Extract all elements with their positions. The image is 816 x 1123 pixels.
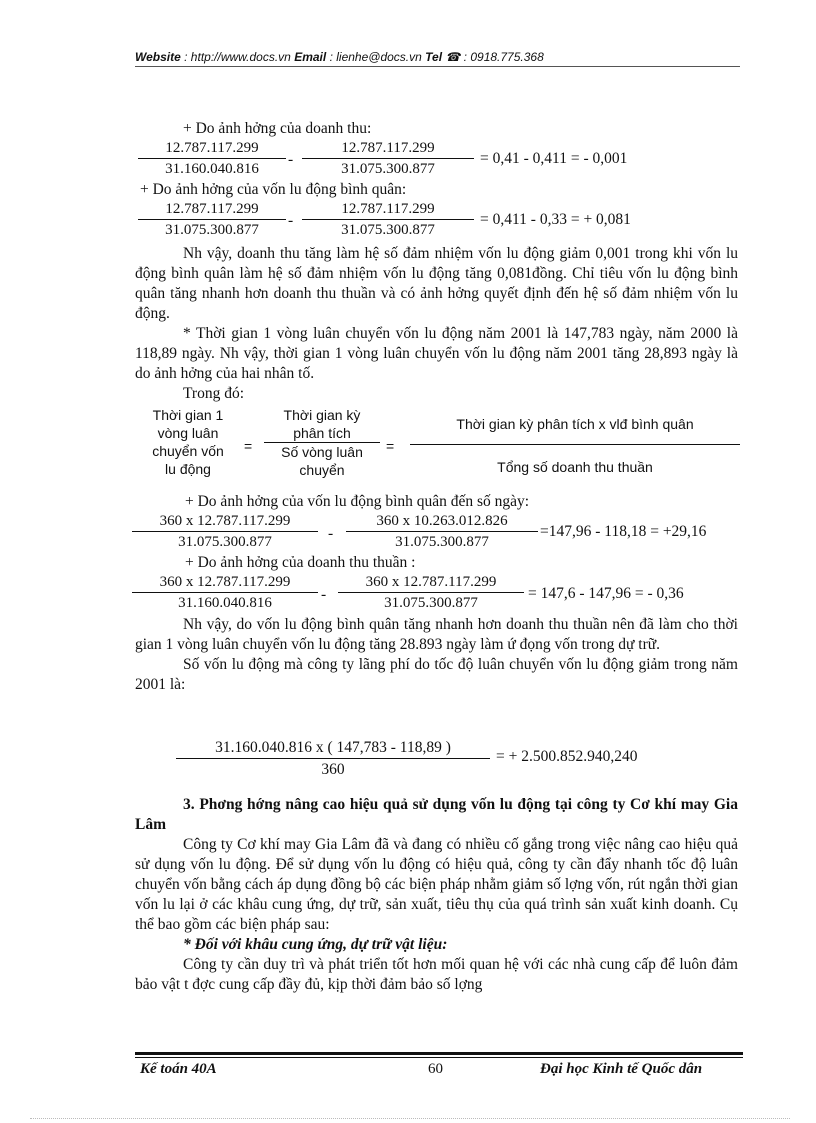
minus-sign: - — [328, 525, 334, 542]
fraction-numerator: 360 x 12.787.117.299 — [365, 574, 497, 590]
page-edge-dotted — [30, 1118, 790, 1119]
paragraph: Công ty Cơ khí may Gia Lâm đã và đang có nhiều cố gắng trong việc nâng cao hiệu quả sử dụng vốn lu động. Để sử dụng vốn lu động có hiệu quả, công ty cần đẩy nhanh tốc độ luân chuyển vốn bằng cách áp dụng đồng bộ các biện pháp nhằm giảm số lợng vốn, rút ngắn thời gian vốn lu lại ở các khâu cung ứng, dự trữ, sản xuất, tiêu thụ của quá trình sản xuất kinh doanh. Cụ thể bao gồm các biện pháp sau: — [135, 836, 738, 933]
s2-line2: + Do ảnh hởng của doanh thu thuần : — [185, 554, 416, 571]
formula-mid-num: phân tích — [293, 425, 351, 441]
fraction-bar — [346, 531, 538, 532]
email-address[interactable]: : lienhe@docs.vn — [329, 50, 422, 64]
equals-sign: = — [386, 438, 395, 454]
formula-mid-num: Thời gian kỳ — [283, 407, 361, 423]
fraction-numerator: 31.160.040.816 x ( 147,783 - 118,89 ) — [215, 739, 451, 756]
fraction-denominator: 31.075.300.877 — [341, 161, 435, 177]
section-heading: 3. Phơng hớng nâng cao hiệu quả sử dụng vốn lu động tại công ty Cơ khí may Gia Lâm — [135, 796, 738, 833]
tel-label: Tel — [425, 50, 443, 64]
formula-left-line: chuyển vốn — [152, 443, 224, 459]
fraction-numerator: 360 x 12.787.117.299 — [159, 574, 291, 590]
s2-fraction-2 — [346, 512, 538, 551]
page-number: 60 — [428, 1061, 443, 1077]
fraction-bar — [176, 758, 490, 759]
s2-fraction-3 — [132, 573, 318, 612]
fraction-bar — [138, 219, 286, 220]
s2-result-2: = 147,6 - 147,96 = - 0,36 — [528, 585, 684, 602]
s2-line1: + Do ảnh hởng của vốn lu động bình quân đến số ngày: — [185, 493, 530, 510]
equals-sign: = — [244, 438, 253, 454]
fraction-denominator: 31.075.300.877 — [165, 222, 259, 238]
formula-left-line: Thời gian 1 — [152, 407, 224, 423]
fraction-bar — [132, 531, 318, 532]
fraction-bar — [338, 592, 524, 593]
fraction-denominator: 31.075.300.877 — [395, 534, 489, 550]
fraction-bar — [132, 592, 318, 593]
fraction-denominator: 360 — [321, 761, 345, 778]
fraction-numerator: 360 x 10.263.012.826 — [376, 513, 508, 529]
fraction-bar — [410, 444, 740, 445]
s2-fraction-4 — [338, 573, 524, 612]
fraction-denominator: 31.160.040.816 — [165, 161, 259, 177]
formula-middle-fraction — [262, 406, 382, 479]
fraction-bar — [302, 219, 474, 220]
fraction-numerator: 12.787.117.299 — [341, 201, 435, 217]
formula-left-line: vòng luân — [157, 425, 219, 441]
footer-left: Kế toán 40A — [140, 1061, 217, 1077]
formula-left-term — [140, 406, 236, 478]
waste-fraction — [176, 738, 490, 779]
header-divider — [135, 66, 740, 67]
fraction-bar — [302, 158, 474, 159]
footer-rule-thick — [135, 1052, 743, 1055]
body-paragraphs-2 — [135, 615, 738, 695]
footer-right: Đại học Kinh tế Quốc dân — [540, 1061, 703, 1077]
s1-line1: + Do ảnh hởng của doanh thu: — [183, 120, 372, 137]
s2-fraction-1 — [132, 512, 318, 551]
paragraph: * Thời gian 1 vòng luân chuyển vốn lu động năm 2001 là 147,783 ngày, năm 2000 là 118,89 ngày. Nh vậy, thời gian 1 vòng luân chuyển vốn lu động năm 2001 tăng 28,893 ngày là do ảnh hởng của hai nhân tố. — [135, 325, 738, 382]
fraction-numerator: 12.787.117.299 — [165, 201, 259, 217]
s1-result-2: = 0,411 - 0,33 = + 0,081 — [480, 211, 631, 228]
fraction-denominator: 31.075.300.877 — [341, 222, 435, 238]
minus-sign: - — [288, 212, 294, 229]
body-paragraphs-1 — [135, 244, 738, 404]
fraction-numerator: 12.787.117.299 — [165, 140, 259, 156]
s1-line2: + Do ảnh hởng của vốn lu động bình quân: — [140, 181, 407, 198]
fraction-denominator: 31.160.040.816 — [178, 595, 272, 611]
email-label: Email — [294, 50, 327, 64]
paragraph: Trong đó: — [183, 385, 245, 402]
s2-result-1: =147,96 - 118,18 = +29,16 — [540, 523, 707, 540]
waste-result: = + 2.500.852.940,240 — [496, 748, 638, 765]
minus-sign: - — [321, 586, 327, 603]
s1-fraction-4 — [302, 200, 474, 239]
website-label: Website — [135, 50, 181, 64]
section-3 — [135, 795, 738, 995]
paragraph: Công ty cần duy trì và phát triển tốt hơn mối quan hệ với các nhà cung cấp để luôn đảm bảo vật t đợc cung cấp đầy đủ, kịp thời đảm bảo số lợng — [135, 956, 738, 993]
s1-fraction-1 — [138, 139, 286, 178]
fraction-denominator: 31.075.300.877 — [384, 595, 478, 611]
paragraph: Nh vậy, do vốn lu động bình quân tăng nhanh hơn doanh thu thuần nên đã làm cho thời gian 1 vòng luân chuyển vốn lu động tăng 28.893 ngày làm ứ đọng vốn trong dự trữ. — [135, 616, 738, 653]
fraction-numerator: 360 x 12.787.117.299 — [159, 513, 291, 529]
formula-right-den: Tổng số doanh thu thuần — [497, 459, 653, 475]
subheading: * Đối với khâu cung ứng, dự trữ vật liệu: — [183, 936, 448, 953]
formula-right-num: Thời gian kỳ phân tích x vlđ bình quân — [456, 416, 694, 432]
fraction-numerator: 12.787.117.299 — [341, 140, 435, 156]
s1-result-1: = 0,41 - 0,411 = - 0,001 — [480, 150, 628, 167]
paragraph: Số vốn lu động mà công ty lãng phí do tốc độ luân chuyển vốn lu động giảm trong năm 2001 là: — [135, 656, 738, 693]
s1-fraction-3 — [138, 200, 286, 239]
paragraph: Nh vậy, doanh thu tăng làm hệ số đảm nhiệm vốn lu động giảm 0,001 trong khi vốn lu động bình quân làm hệ số đảm nhiệm vốn lu động tăng 0,081đồng. Chỉ tiêu vốn lu động bình quân tăng nhanh hơn doanh thu thuần và có ảnh hởng quyết định đến hệ số đảm nhiệm vốn lu động. — [135, 245, 738, 322]
s1-fraction-2 — [302, 139, 474, 178]
formula-mid-den: chuyển — [299, 462, 345, 478]
page-header — [135, 50, 740, 64]
fraction-denominator: 31.075.300.877 — [178, 534, 272, 550]
formula-left-line: lu động — [165, 461, 211, 477]
formula-mid-den: Số vòng luân — [281, 444, 363, 460]
tel-number: ☎ : 0918.775.368 — [445, 50, 544, 64]
fraction-bar — [138, 158, 286, 159]
minus-sign: - — [288, 151, 294, 168]
footer-rule-thin — [135, 1057, 743, 1058]
website-url[interactable]: : http://www.docs.vn — [184, 50, 291, 64]
